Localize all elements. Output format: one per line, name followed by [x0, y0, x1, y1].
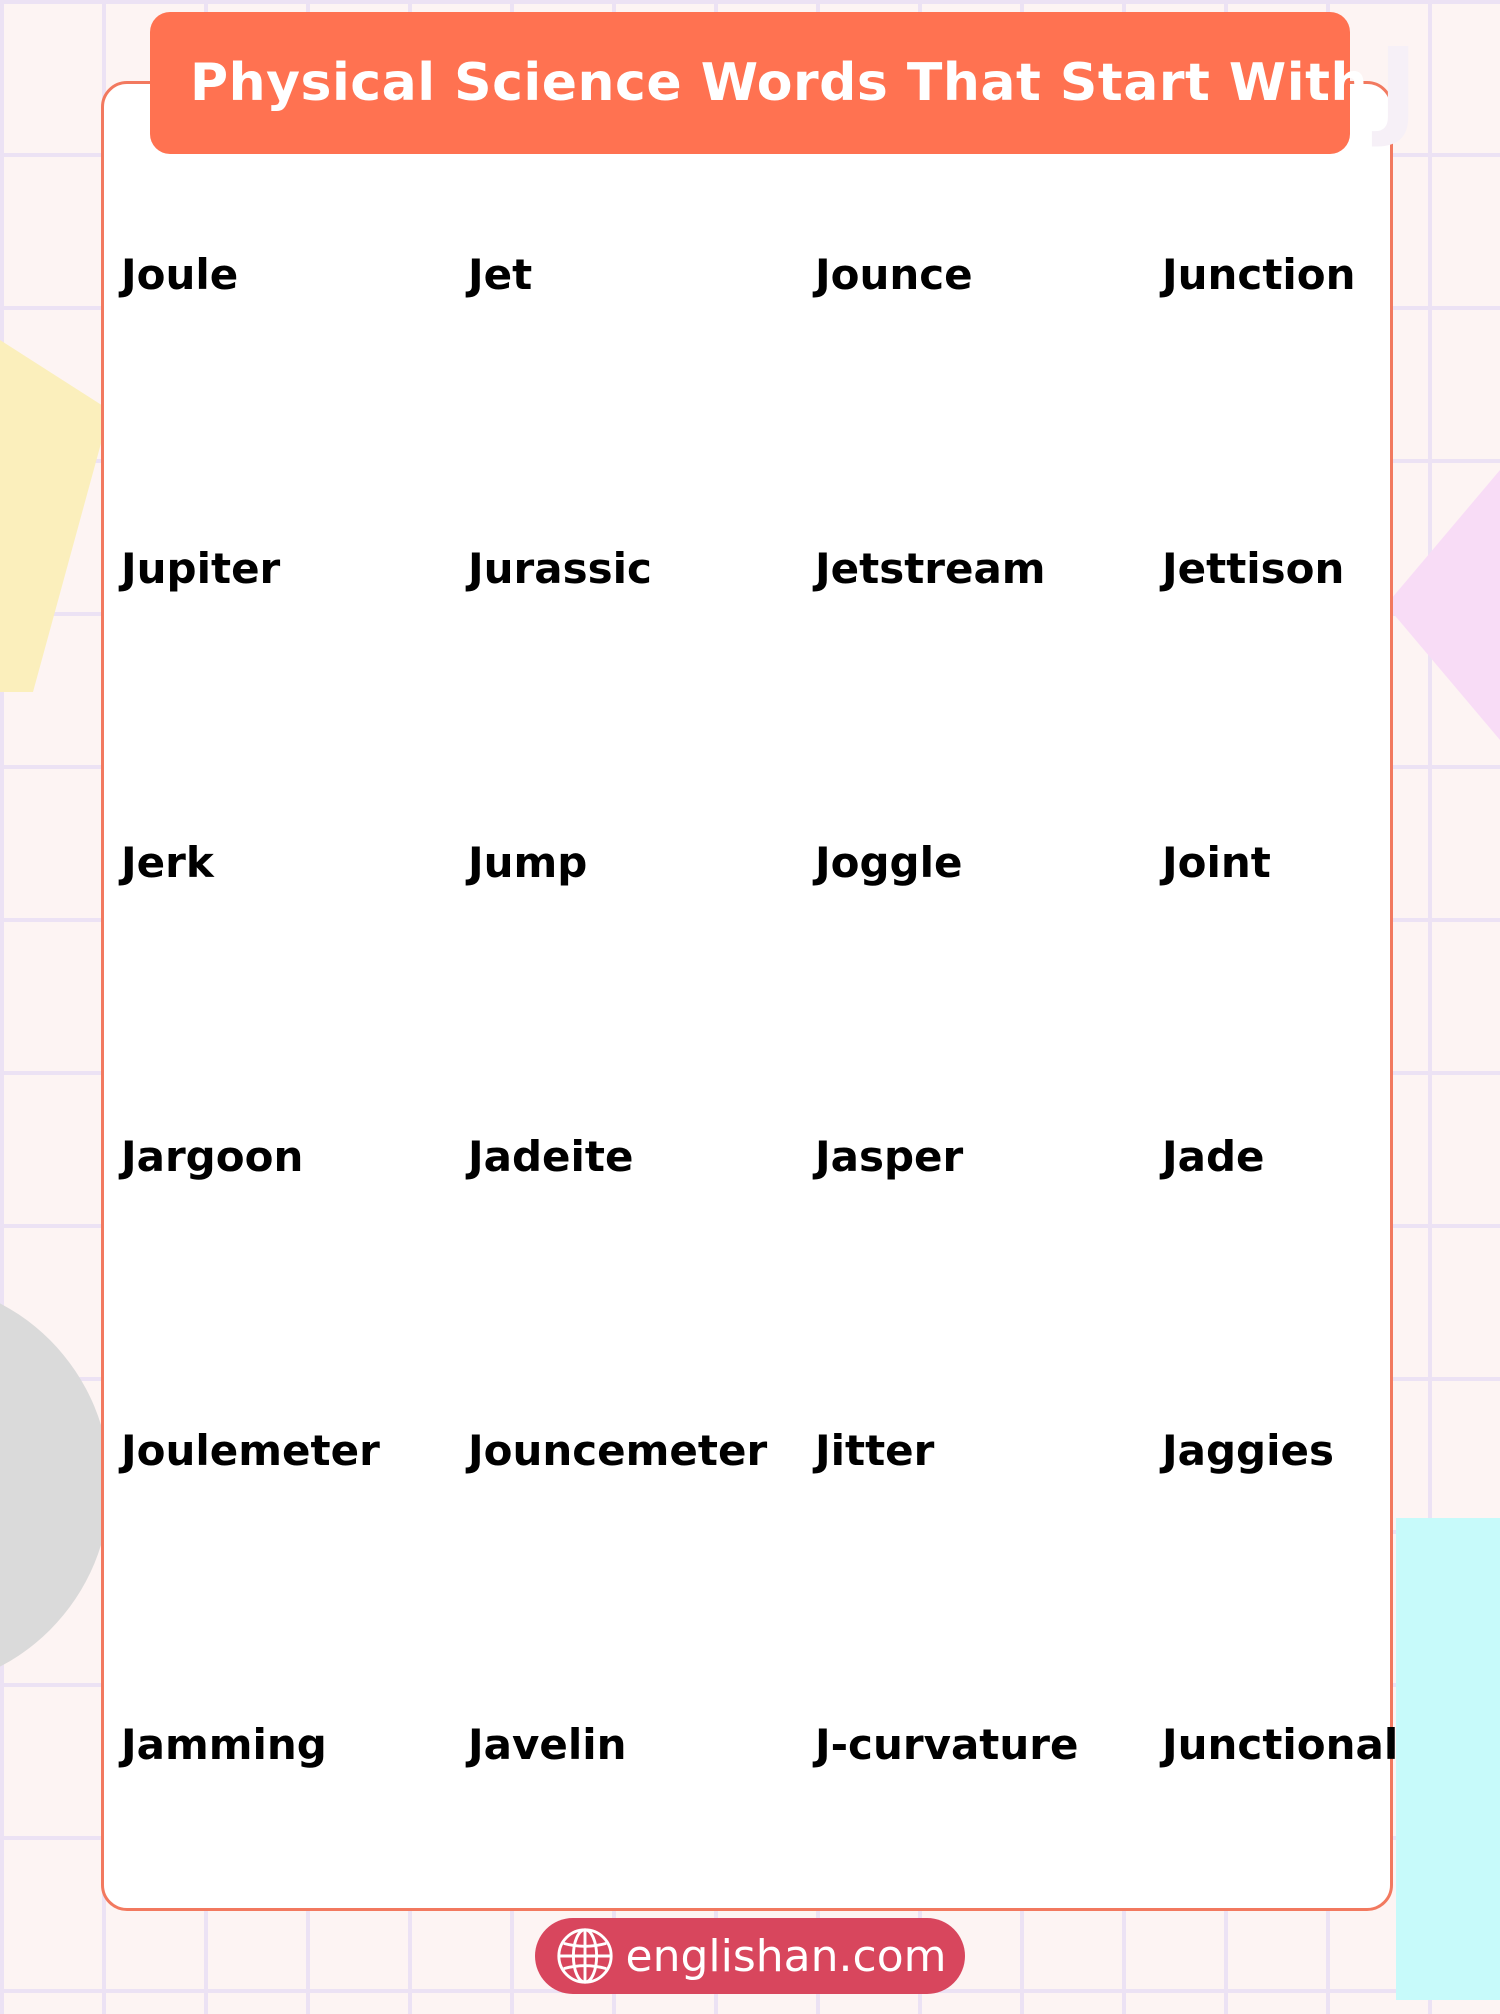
page-title: Physical Science Words That Start With [190, 53, 1368, 113]
word-item: Jet [468, 250, 533, 299]
word-grid [121, 250, 1401, 1870]
word-item: Jounce [815, 250, 973, 299]
word-item: Jouncemeter [468, 1426, 768, 1475]
decorative-grey-circle [0, 1280, 110, 1690]
word-item: Jupiter [121, 544, 281, 593]
word-item: Javelin [468, 1720, 627, 1769]
word-item: Joint [1162, 838, 1271, 887]
word-item: J-curvature [815, 1720, 1079, 1769]
word-item: Jitter [815, 1426, 935, 1475]
word-item: Jurassic [468, 544, 652, 593]
website-link[interactable] [535, 1918, 965, 1994]
word-item: Jerk [121, 838, 214, 887]
word-item: Jadeite [468, 1132, 634, 1181]
word-item: Junction [1162, 250, 1356, 299]
word-item: Jettison [1162, 544, 1345, 593]
word-item: Jump [468, 838, 588, 887]
word-item: Jetstream [815, 544, 1046, 593]
word-item: Joggle [815, 838, 963, 887]
word-item: Joule [121, 250, 239, 299]
title-letter: J [1377, 26, 1419, 151]
word-item: Jasper [815, 1132, 964, 1181]
title-banner [150, 12, 1419, 154]
globe-icon [554, 1925, 616, 1987]
website-url: englishan.com [625, 1930, 947, 1982]
word-item: Jamming [121, 1720, 327, 1769]
decorative-cyan-block [1396, 1518, 1500, 2000]
word-item: Jargoon [121, 1132, 304, 1181]
word-item: Jade [1162, 1132, 1265, 1181]
word-item: Joulemeter [121, 1426, 380, 1475]
decorative-pink-triangle [1386, 470, 1500, 740]
decorative-yellow-shape [0, 340, 110, 692]
word-item: Junctional [1162, 1720, 1399, 1769]
word-item: Jaggies [1162, 1426, 1334, 1475]
